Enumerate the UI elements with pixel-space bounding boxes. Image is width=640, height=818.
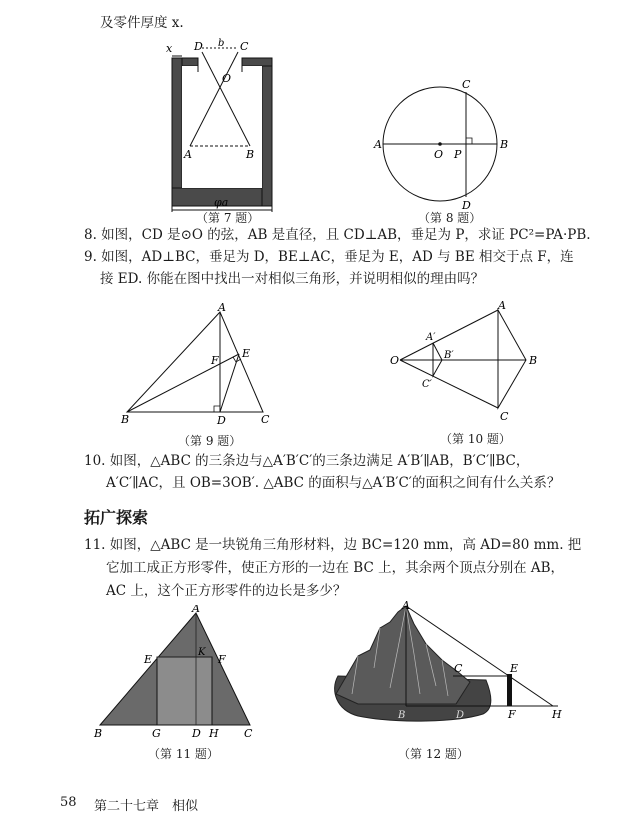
fig10-label-B1: B′ [444, 350, 454, 361]
figure-10 [386, 300, 546, 425]
fig7-label-O: O [222, 72, 232, 85]
fig10-label-C: C [500, 410, 509, 423]
fig11-label-B: B [94, 727, 103, 740]
fig7-label-b: b [218, 38, 225, 49]
fig11-label-H: H [209, 727, 219, 740]
fig12-label-B: B [398, 710, 406, 721]
fig11-label-G: G [152, 727, 161, 740]
section-title: 拓广探索 [84, 508, 149, 527]
figure-7 [160, 38, 300, 218]
problem-8: 8. 如图，CD 是⊙O 的弦，AB 是直径，且 CD⊥AB，垂足为 P，求证 PC²=PA·PB. [84, 227, 591, 243]
fig10-label-C1: C′ [422, 379, 432, 390]
fig12-label-A: A [402, 599, 410, 612]
fig10-label-A1: A′ [426, 332, 436, 343]
fig12-label-C: C [454, 662, 463, 675]
fig8-label-P: P [454, 148, 462, 161]
fig9-label-C: C [261, 413, 270, 426]
problem-11-line2: 它加工成正方形零件，使正方形的一边在 BC 上，其余两个顶点分别在 AB， [106, 560, 565, 576]
fig9-label-B: B [121, 413, 130, 426]
problem-11-line1: 11. 如图，△ABC 是一块锐角三角形材料，边 BC=120 mm，高 AD=80 mm. 把 [84, 537, 582, 553]
problem-9-line2: 接 ED. 你能在图中找出一对相似三角形，并说明相似的理由吗？ [100, 271, 485, 287]
problem-10-line1: 10. 如图，△ABC 的三条边与△A′B′C′的三条边满足 A′B′∥AB，B′C′∥BC， [84, 453, 530, 469]
fig10-label-O: O [390, 354, 400, 367]
fig7-label-C: C [240, 40, 249, 53]
fig12-label-H: H [552, 708, 562, 721]
fig11-label-F: F [218, 653, 226, 666]
figure-8 [372, 78, 517, 218]
figure-12 [318, 598, 573, 728]
fig7-label-B: B [246, 148, 255, 161]
fig10-label-A: A [498, 300, 506, 312]
fig11-caption: （第 11 题） [148, 747, 219, 761]
fig8-label-B: B [500, 138, 509, 151]
chapter-title: 第二十七章 相似 [94, 799, 199, 814]
fig10-caption: （第 10 题） [440, 432, 511, 446]
fig9-label-D: D [217, 414, 226, 427]
problem-11-line3: AC 上，这个正方形零件的边长是多少？ [106, 583, 347, 599]
fig10-label-B: B [529, 354, 538, 367]
fig7-label-D: D [194, 40, 203, 53]
fig8-label-O: O [434, 148, 444, 161]
fig9-label-E: E [242, 347, 251, 360]
fig7-caption: （第 7 题） [196, 211, 260, 225]
fig12-label-F: F [508, 708, 516, 721]
fig9-label-F: F [211, 354, 219, 367]
fig12-caption: （第 12 题） [398, 747, 469, 761]
fig7-label-x: x [166, 42, 173, 55]
fig9-label-A: A [218, 302, 226, 314]
figure-9 [115, 302, 275, 427]
figure-11 [92, 605, 262, 743]
fig7-label-a: φa [214, 196, 229, 209]
fig12-label-D: D [456, 710, 465, 721]
problem-9-line1: 9. 如图，AD⊥BC，垂足为 D，BE⊥AC，垂足为 E，AD 与 BE 相交于点 F，连 [84, 249, 574, 265]
fig11-label-K: K [198, 647, 206, 658]
fig12-label-E: E [510, 662, 519, 675]
fig7-label-A: A [184, 148, 192, 161]
page-number: 58 [60, 795, 77, 810]
fig11-label-C: C [244, 727, 253, 740]
fig11-label-A: A [192, 605, 200, 615]
fig8-caption: （第 8 题） [418, 211, 482, 225]
fig11-label-D: D [192, 727, 201, 740]
fig9-caption: （第 9 题） [178, 434, 242, 448]
fig8-label-A: A [374, 138, 382, 151]
fig11-label-E: E [144, 653, 153, 666]
fig8-label-C: C [462, 78, 471, 91]
problem-10-line2: A′C′∥AC，且 OB=3OB′. △ABC 的面积与△A′B′C′的面积之间有什么关系？ [106, 475, 561, 491]
continued-text: 及零件厚度 x. [100, 15, 184, 31]
fig8-label-D: D [462, 199, 471, 212]
